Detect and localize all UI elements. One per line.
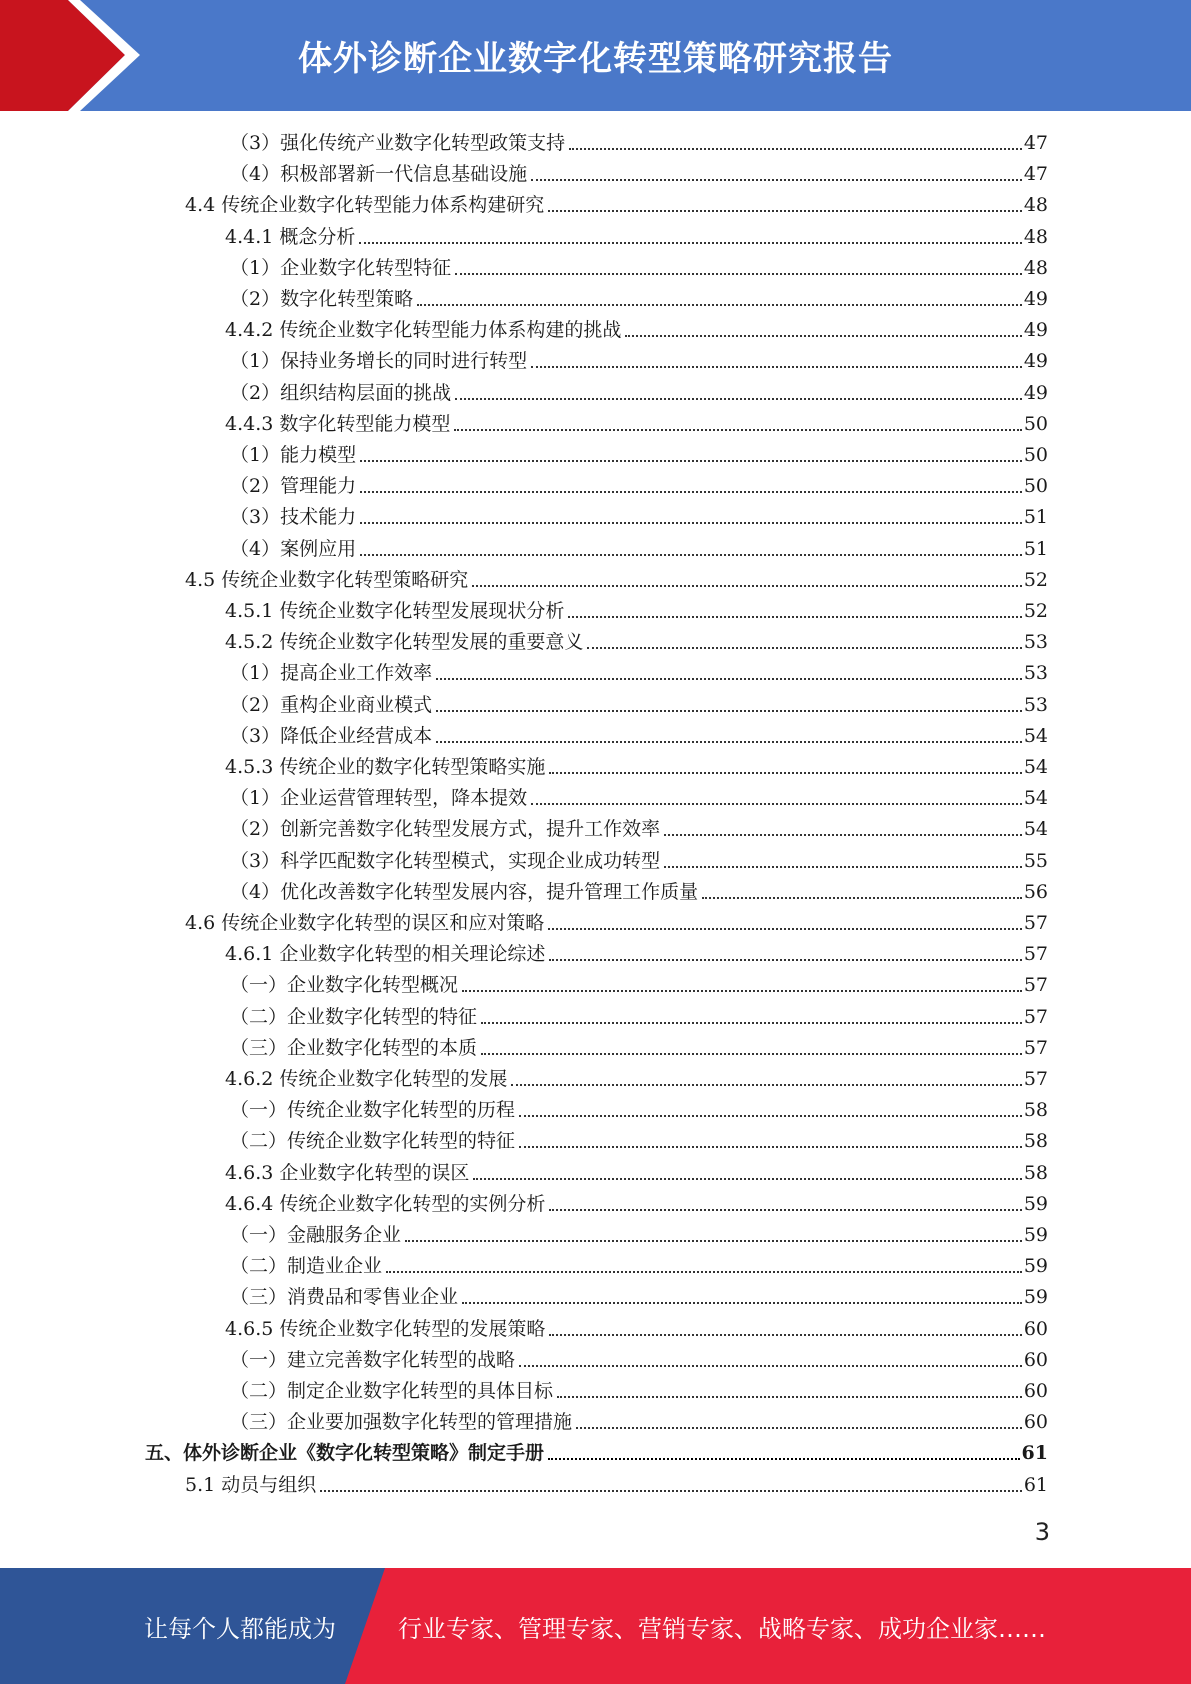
toc-entry-page: 60 (1023, 1317, 1048, 1340)
toc-entry[interactable] (230, 1345, 1048, 1376)
toc-entry-title: （3）科学匹配数字化转型模式，实现企业成功转型 (230, 849, 661, 872)
toc-entry[interactable] (225, 222, 1048, 253)
toc-dot-leader (436, 710, 1022, 712)
toc-dot-leader (436, 741, 1022, 743)
toc-entry[interactable] (230, 877, 1048, 908)
toc-dot-leader (473, 1178, 1021, 1180)
toc-entry-page: 51 (1023, 537, 1048, 560)
toc-dot-leader (548, 1458, 1020, 1460)
toc-entry[interactable] (225, 315, 1048, 346)
toc-entry-page: 47 (1023, 132, 1048, 154)
toc-dot-leader (531, 803, 1022, 805)
toc-entry-page: 57 (1023, 1036, 1048, 1059)
toc-entry-page: 49 (1023, 319, 1048, 342)
toc-entry-page: 53 (1023, 631, 1048, 654)
toc-dot-leader (360, 460, 1022, 462)
toc-entry-page: 51 (1023, 506, 1048, 529)
toc-entry-title: （1）保持业务增长的同时进行转型 (230, 350, 528, 373)
toc-entry-page: 61 (1021, 1442, 1048, 1465)
toc-dot-leader (531, 179, 1022, 181)
toc-entry-page: 53 (1023, 662, 1048, 685)
toc-entry[interactable] (225, 1158, 1048, 1189)
toc-entry[interactable] (230, 1002, 1048, 1033)
toc-entry-page: 57 (1023, 912, 1048, 934)
toc-dot-leader (548, 210, 1022, 212)
toc-dot-leader (549, 959, 1021, 961)
toc-entry-title: 4.4.1 概念分析 (225, 225, 356, 248)
toc-dot-leader (472, 585, 1022, 587)
toc-dot-leader (587, 647, 1021, 649)
toc-entry-page: 57 (1023, 974, 1048, 997)
toc-entry[interactable] (230, 128, 1048, 159)
page-footer (0, 1568, 1191, 1684)
toc-dot-leader (436, 678, 1022, 680)
toc-dot-leader (455, 398, 1022, 400)
toc-entry[interactable] (230, 440, 1048, 471)
toc-entry-page: 59 (1023, 1192, 1048, 1215)
toc-entry[interactable] (145, 1438, 1048, 1469)
toc-dot-leader (548, 928, 1022, 930)
toc-dot-leader (405, 1240, 1022, 1242)
toc-dot-leader (549, 1334, 1021, 1336)
toc-dot-leader (702, 897, 1022, 899)
toc-entry[interactable] (230, 658, 1048, 689)
toc-entry-title: （2）组织结构层面的挑战 (230, 381, 452, 404)
toc-entry-title: （二）企业数字化转型的特征 (230, 1005, 478, 1028)
toc-dot-leader (664, 834, 1022, 836)
toc-entry-title: （3）强化传统产业数字化转型政策支持 (230, 132, 566, 154)
toc-entry[interactable] (225, 409, 1048, 440)
toc-entry[interactable] (225, 627, 1048, 658)
toc-entry[interactable] (185, 908, 1048, 939)
toc-entry-title: （3）降低企业经营成本 (230, 724, 433, 747)
toc-entry-title: （4）案例应用 (230, 537, 357, 560)
toc-dot-leader (549, 1209, 1021, 1211)
toc-dot-leader (569, 148, 1022, 150)
toc-dot-leader (462, 990, 1022, 992)
toc-dot-leader (359, 242, 1021, 244)
toc-entry[interactable] (225, 596, 1048, 627)
toc-entry-page: 60 (1023, 1380, 1048, 1402)
toc-entry[interactable] (230, 502, 1048, 533)
toc-entry-title: （三）企业数字化转型的本质 (230, 1036, 478, 1059)
toc-entry-page: 49 (1023, 288, 1048, 310)
toc-entry-page: 52 (1023, 600, 1048, 622)
toc-entry[interactable] (230, 1282, 1048, 1313)
toc-dot-leader (455, 273, 1022, 275)
toc-entry-title: 4.5 传统企业数字化转型策略研究 (185, 568, 469, 591)
toc-entry-title: （二）制造业企业 (230, 1255, 383, 1278)
toc-entry[interactable] (230, 846, 1048, 877)
toc-dot-leader (519, 1146, 1022, 1148)
toc-entry[interactable] (225, 939, 1048, 970)
toc-entry-page: 59 (1023, 1286, 1048, 1309)
toc-dot-leader (481, 1053, 1022, 1055)
toc-entry[interactable] (230, 814, 1048, 845)
toc-entry-page: 59 (1023, 1224, 1048, 1246)
toc-entry-page: 50 (1023, 475, 1048, 498)
toc-entry[interactable] (185, 190, 1048, 221)
toc-dot-leader (664, 866, 1022, 868)
toc-entry-title: （4）优化改善数字化转型发展内容，提升管理工作质量 (230, 880, 699, 903)
toc-entry-title: （二）传统企业数字化转型的特征 (230, 1130, 516, 1153)
toc-dot-leader (519, 1365, 1022, 1367)
toc-dot-leader (549, 772, 1021, 774)
toc-dot-leader (320, 1490, 1022, 1492)
toc-entry[interactable] (230, 1376, 1048, 1407)
toc-dot-leader (481, 1022, 1022, 1024)
toc-dot-leader (386, 1271, 1022, 1273)
toc-entry[interactable] (230, 970, 1048, 1001)
toc-entry[interactable] (230, 1126, 1048, 1157)
toc-entry-page: 57 (1023, 1005, 1048, 1028)
toc-entry-page: 55 (1023, 849, 1048, 872)
toc-entry-title: （一）企业数字化转型概况 (230, 974, 459, 997)
toc-entry[interactable] (230, 1033, 1048, 1064)
toc-entry-title: （一）传统企业数字化转型的历程 (230, 1099, 516, 1122)
toc-entry[interactable] (230, 721, 1048, 752)
toc-entry-page: 59 (1023, 1255, 1048, 1278)
toc-entry-title: （二）制定企业数字化转型的具体目标 (230, 1380, 554, 1402)
toc-entry-title: 4.6.3 企业数字化转型的误区 (225, 1161, 470, 1184)
page-number: 3 (1034, 1518, 1050, 1546)
toc-entry[interactable] (230, 284, 1048, 315)
toc-entry-page: 54 (1023, 787, 1048, 810)
toc-dot-leader (576, 1427, 1022, 1429)
toc-entry-page: 50 (1023, 444, 1048, 466)
toc-entry-title: （三）企业要加强数字化转型的管理措施 (230, 1411, 573, 1434)
toc-entry-title: （2）重构企业商业模式 (230, 693, 433, 716)
toc-entry[interactable] (185, 565, 1048, 596)
toc-entry-page: 49 (1023, 381, 1048, 404)
toc-dot-leader (511, 1084, 1021, 1086)
toc-entry[interactable] (230, 1407, 1048, 1438)
toc-entry-title: （1）能力模型 (230, 444, 357, 466)
toc-entry-page: 60 (1023, 1411, 1048, 1434)
toc-entry[interactable] (230, 346, 1048, 377)
toc-entry[interactable] (230, 1095, 1048, 1126)
toc-entry-title: （三）消费品和零售业企业 (230, 1286, 459, 1309)
toc-entry-page: 54 (1023, 756, 1048, 778)
toc-entry[interactable] (230, 471, 1048, 502)
toc-entry-title: 五、体外诊断企业《数字化转型策略》制定手册 (145, 1442, 545, 1465)
toc-entry-title: 4.4.3 数字化转型能力模型 (225, 412, 451, 435)
toc-entry-title: （2）数字化转型策略 (230, 288, 414, 310)
toc-entry[interactable] (225, 1314, 1048, 1345)
toc-entry-title: （一）建立完善数字化转型的战略 (230, 1348, 516, 1371)
toc-dot-leader (531, 366, 1022, 368)
toc-dot-leader (360, 554, 1022, 556)
footer-slogan-right: 行业专家、管理专家、营销专家、战略专家、成功企业家…… (398, 1614, 1046, 1643)
toc-dot-leader (568, 616, 1021, 618)
toc-dot-leader (625, 335, 1021, 337)
toc-entry[interactable] (225, 1189, 1048, 1220)
toc-entry-page: 60 (1023, 1348, 1048, 1371)
toc-entry[interactable] (225, 752, 1048, 783)
toc-entry-title: 4.5.1 传统企业数字化转型发展现状分析 (225, 600, 565, 622)
toc-entry[interactable] (230, 1251, 1048, 1282)
toc-entry-title: 4.6 传统企业数字化转型的误区和应对策略 (185, 912, 545, 934)
toc-entry-page: 48 (1023, 194, 1048, 217)
toc-entry-page: 58 (1023, 1130, 1048, 1153)
toc-entry-title: 4.5.2 传统企业数字化转型发展的重要意义 (225, 631, 584, 654)
toc-entry-page: 54 (1023, 818, 1048, 841)
toc-entry[interactable] (230, 1220, 1048, 1251)
footer-slogan-left: 让每个人都能成为 (144, 1614, 336, 1643)
toc-entry-title: 4.6.5 传统企业数字化转型的发展策略 (225, 1317, 546, 1340)
toc-entry[interactable] (230, 159, 1048, 190)
toc-entry-title: （4）积极部署新一代信息基础设施 (230, 163, 528, 186)
toc-entry[interactable] (230, 690, 1048, 721)
toc-entry-title: （1）企业数字化转型特征 (230, 256, 452, 279)
toc-entry-title: 4.6.4 传统企业数字化转型的实例分析 (225, 1192, 546, 1215)
toc-entry-page: 49 (1023, 350, 1048, 373)
toc-entry-title: 4.4.2 传统企业数字化转型能力体系构建的挑战 (225, 319, 622, 342)
toc-entry[interactable] (230, 253, 1048, 284)
toc-dot-leader (360, 491, 1022, 493)
toc-entry-title: （1）提高企业工作效率 (230, 662, 433, 685)
toc-entry-title: （一）金融服务企业 (230, 1224, 402, 1246)
toc-entry-title: （3）技术能力 (230, 506, 357, 529)
toc-dot-leader (417, 304, 1022, 306)
toc-entry-title: （1）企业运营管理转型，降本提效 (230, 787, 528, 810)
header-title: 体外诊断企业数字化转型策略研究报告 (298, 39, 893, 79)
toc-entry-page: 58 (1023, 1099, 1048, 1122)
toc-dot-leader (360, 522, 1022, 524)
toc-entry[interactable] (230, 534, 1048, 565)
toc-entry-page: 53 (1023, 693, 1048, 716)
toc-entry-title: 4.5.3 传统企业的数字化转型策略实施 (225, 756, 546, 778)
toc-entry-page: 57 (1023, 1068, 1048, 1090)
toc-entry-page: 57 (1023, 943, 1048, 966)
toc-entry-page: 48 (1023, 256, 1048, 279)
toc-entry-page: 47 (1023, 163, 1048, 186)
toc-entry-title: 5.1 动员与组织 (185, 1473, 317, 1496)
toc-entry[interactable] (225, 1064, 1048, 1095)
toc-dot-leader (454, 429, 1021, 431)
toc-entry-page: 58 (1023, 1161, 1048, 1184)
toc-dot-leader (462, 1302, 1022, 1304)
toc-dot-leader (519, 1115, 1022, 1117)
page-header (0, 0, 1191, 111)
toc-entry[interactable] (230, 783, 1048, 814)
toc-entry[interactable] (185, 1470, 1048, 1501)
toc-entry-page: 56 (1023, 880, 1048, 903)
toc-entry-page: 50 (1023, 412, 1048, 435)
toc-entry-title: （2）创新完善数字化转型发展方式，提升工作效率 (230, 818, 661, 841)
toc-entry-page: 52 (1023, 568, 1048, 591)
toc-dot-leader (557, 1396, 1022, 1398)
toc-entry-title: 4.6.1 企业数字化转型的相关理论综述 (225, 943, 546, 966)
toc-entry-title: 4.4 传统企业数字化转型能力体系构建研究 (185, 194, 545, 217)
toc-entry-title: 4.6.2 传统企业数字化转型的发展 (225, 1068, 508, 1090)
toc-entry-page: 48 (1023, 225, 1048, 248)
toc-entry[interactable] (230, 378, 1048, 409)
toc-entry-page: 54 (1023, 724, 1048, 747)
toc-entry-title: （2）管理能力 (230, 475, 357, 498)
toc-entry-page: 61 (1023, 1473, 1048, 1496)
